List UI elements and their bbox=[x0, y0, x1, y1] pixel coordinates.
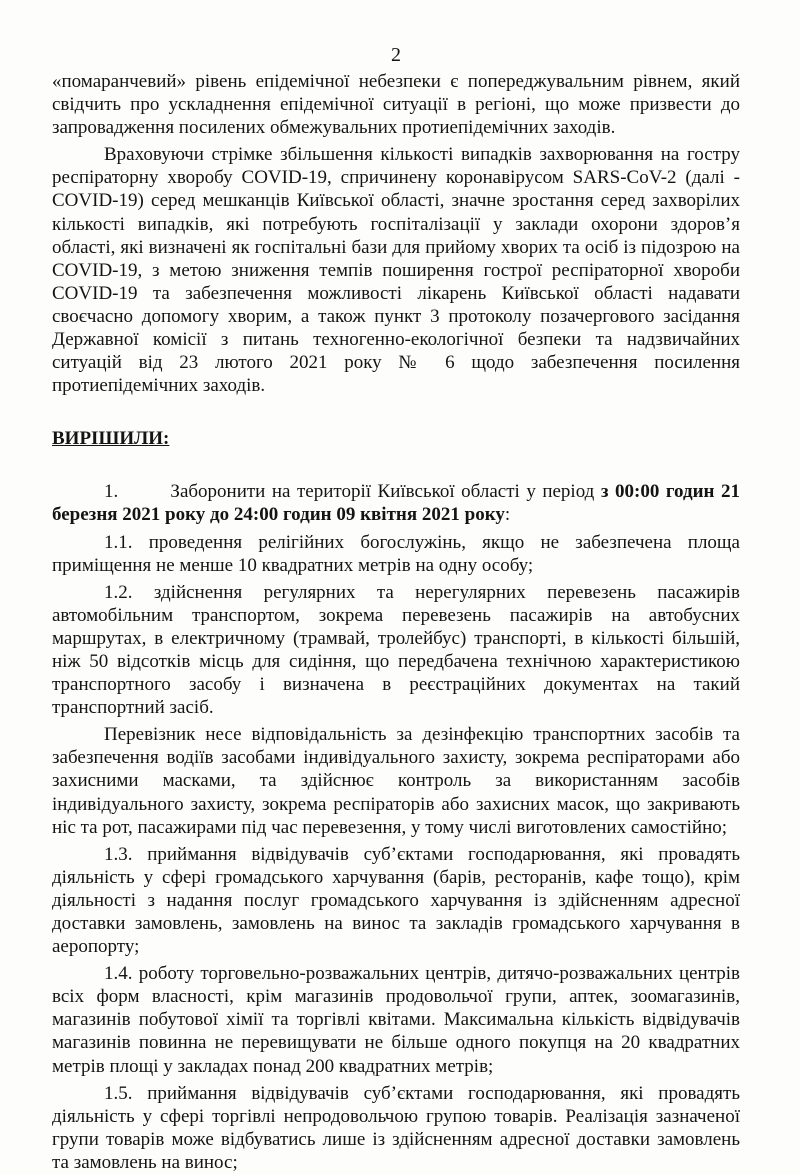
page-number: 2 bbox=[391, 44, 401, 66]
item-1-number: 1. bbox=[104, 481, 119, 503]
subitem-1-3: 1.3. приймання відвідувачів суб’єктами господарювання, які провадять діяльність у сфері громадського харчування (барів, ресторанів, кафе тощо), крім діяльності з надання послуг громадського харчування із здійсненням адресної доставки замовлень, замовлень на винос та закладів громадського харчування в аеропорту; bbox=[52, 843, 740, 958]
item-1-text: Заборонити на території Київської області у період bbox=[170, 481, 601, 503]
paragraph-carrier: Перевізник несе відповідальність за дезінфекцію транспортних засобів та забезпечення водіїв засобами індивідуального захисту, зокрема респіраторами або захисними масками, та здійснює контроль за використанням засобів індивідуального захисту, зокрема респіраторів або захисних масок, що закривають ніс та рот, пасажирами під час перевезення, у тому числі виготовлених самостійно; bbox=[52, 724, 740, 838]
item-1-period: з 00:00 годин 21 березня 2021 року до 24:00 годин 09 квітня 2021 року bbox=[52, 481, 740, 526]
item-1-colon: : bbox=[504, 504, 511, 526]
item-1 bbox=[52, 480, 740, 526]
paragraph-considering: Враховуючи стрімке збільшення кількості випадків захворювання на гостру респіраторну хворобу COVID-19, спричинену коронавірусом SARS-CoV-2 (далі - COVID-19) серед мешканців Київської області, значне зростання серед захворілих кількості випадків, які потребують госпіталізації у заклади охорони здоров’я області, які визначені як госпітальні бази для прийому хворих та осіб із підозрою на COVID-19, з метою зниження темпів поширення гострої респіраторної хвороби COVID-19 та забезпечення можливості лікарень Київської області надавати своєчасно допомогу хворим, а також пункт 3 протоколу позачергового засідання Державної комісії з питань техногенно-екологічної безпеки та надзвичайних ситуацій від 23 лютого 2021 року № 6 щодо забезпечення посилення протиепідемічних заходів. bbox=[52, 144, 740, 397]
decision-heading: ВИРІШИЛИ: bbox=[52, 428, 170, 450]
subitem-1-5: 1.5. приймання відвідувачів суб’єктами господарювання, які провадять діяльність у сфері торгівлі непродовольчою групою товарів. Реалізація зазначеної групи товарів може відбуватись лише із здійсненням адресної доставки замовлень та замовлень на винос; bbox=[52, 1082, 740, 1173]
subitem-1-1: 1.1. проведення релігійних богослужінь, якщо не забезпечена площа приміщення не менше 10 квадратних метрів на одну особу; bbox=[52, 531, 740, 576]
subitem-1-4: 1.4. роботу торговельно-розважальних центрів, дитячо-розважальних центрів всіх форм власності, крім магазинів продовольчої групи, аптек, зоомагазинів, магазинів побутової хімії та торгівлі квітами. Максимальна кількість відвідувачів магазинів повинна не перевищувати не більше одного покупця на 20 квадратних метрів площі у закладах понад 200 квадратних метрів; bbox=[52, 963, 740, 1077]
paragraph-continuation: «помаранчевий» рівень епідемічної небезпеки є попереджувальним рівнем, який свідчить про ускладнення епідемічної ситуації в регіоні, що може призвести до запровадження посилених обмежувальних протиепідемічних заходів. bbox=[52, 71, 740, 139]
subitem-1-2: 1.2. здійснення регулярних та нерегулярних перевезень пасажирів автомобільним транспортом, зокрема перевезень пасажирів на автобусних маршрутах, в електричному (трамвай, тролейбус) транспорті, в кількості більшій, ніж 50 відсотків місць для сидіння, що передбачена технічною характеристикою транспортного засобу і визначена в реєстраційних документах на такий транспортний засіб. bbox=[52, 581, 740, 719]
